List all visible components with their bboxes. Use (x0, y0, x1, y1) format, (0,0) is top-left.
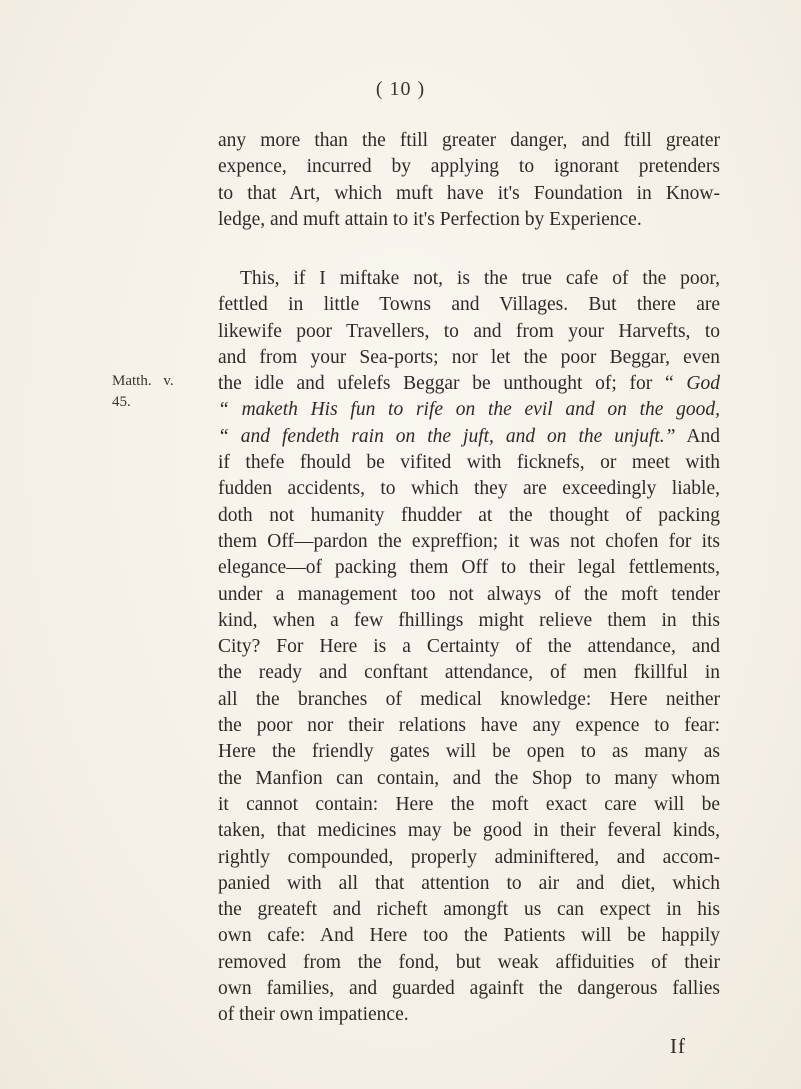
scripture-quote-line: “ maketh His fun to rife on the evil and on the good, (218, 399, 720, 421)
text-line: doth not humanity fhudder at the thought of packing (218, 504, 720, 526)
scripture-quote-line: “ and fendeth rain on the juft, and on the unjuft.” (218, 425, 676, 447)
text-line: own families, and guarded againft the dangerous fallies (218, 978, 720, 1000)
text-line: all the branches of medical knowledge: Here neither (218, 688, 720, 710)
text-line: elegance—of packing them Off to their legal fettlements, (218, 557, 720, 579)
text-line: if thefe fhould be vifited with ficknefs, or meet with (218, 452, 720, 474)
text-line: taken, that medicines may be good in their feveral kinds, (218, 820, 720, 842)
text-line: it cannot contain: Here the moft exact care will be (218, 793, 720, 815)
text-line: kind, when a few fhillings might relieve them in this (218, 609, 720, 631)
text-line: of their own impatience. (218, 1004, 409, 1026)
margin-note-scripture-reference (112, 371, 174, 413)
text-line: the ready and conftant attendance, of men fkillful in (218, 662, 720, 684)
text-line: the idle and ufelefs Beggar be unthought of; for “ God (218, 373, 720, 395)
paragraph-1 (218, 128, 720, 233)
margin-note-chapter: v. (163, 373, 174, 389)
page-number: ( 10 ) (375, 78, 426, 100)
text-line: any more than the ftill greater danger, and ftill greater (218, 130, 720, 151)
text-line: fudden accidents, to which they are exceedingly liable, (218, 478, 720, 500)
text-line: “ and fendeth rain on the juft, and on the unjuft.” And (218, 425, 720, 447)
text-line: own cafe: And Here too the Patients will be happily (218, 925, 720, 947)
text-line: panied with all that attention to air and diet, which (218, 872, 720, 894)
text-line: the greateft and richeft amongft us can expect in his (218, 899, 720, 921)
margin-note-verse: 45. (112, 394, 131, 410)
text-line: them Off—pardon the expreffion; it was not chofen for its (218, 530, 720, 552)
text-line: Here the friendly gates will be open to as many as (218, 741, 720, 763)
text-line: expence, incurred by applying to ignorant pretenders (218, 156, 720, 178)
text-line: removed from the fond, but weak affiduities of their (218, 951, 720, 973)
text-line: the Manfion can contain, and the Shop to many whom (218, 767, 720, 789)
text-line: under a management too not always of the moft tender (218, 583, 720, 605)
text-line: ledge, and muft attain to it's Perfection by Experience. (218, 208, 642, 230)
text-line: This, if I miftake not, is the true cafe of the poor, (240, 268, 720, 289)
text-line: fettled in little Towns and Villages. But there are (218, 294, 720, 316)
text-line: City? For Here is a Certainty of the attendance, and (218, 636, 720, 658)
catchword: If (670, 1034, 686, 1058)
margin-note-book: Matth. (112, 373, 152, 389)
text-line: likewife poor Travellers, to and from your Harvefts, to (218, 320, 720, 342)
text-line: and from your Sea-ports; nor let the poor Beggar, even (218, 346, 720, 368)
text-line: rightly compounded, properly adminiftered, and accom- (218, 846, 720, 868)
paragraph-2 (218, 266, 720, 1029)
text-line: the poor nor their relations have any expence to fear: (218, 715, 720, 737)
quote-start: God (686, 373, 720, 395)
text-line: to that Art, which muft have it's Foundation in Know- (218, 182, 720, 204)
